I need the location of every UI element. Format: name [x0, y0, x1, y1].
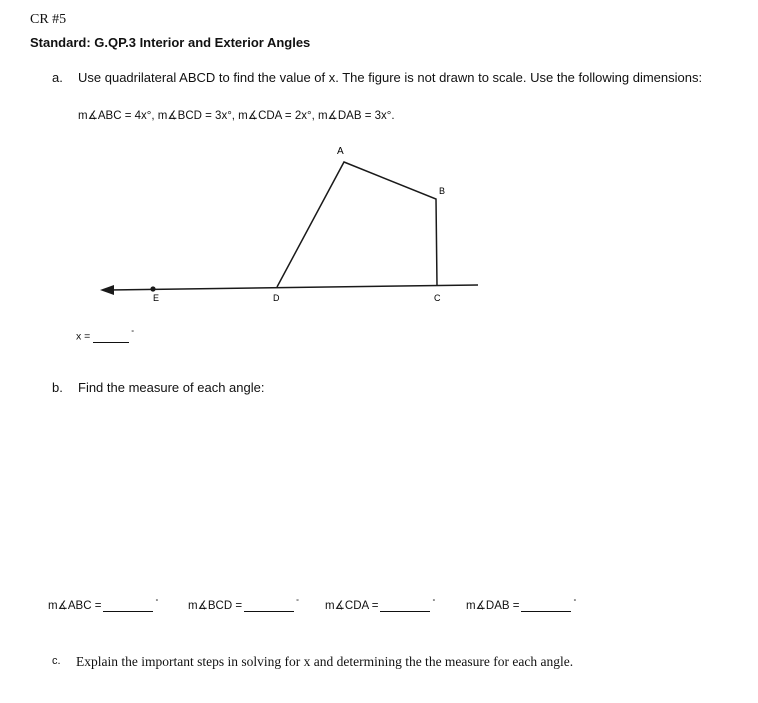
- answer-abc-label: m∡ABC =: [48, 600, 102, 612]
- quadrilateral-sides: [277, 162, 437, 287]
- base-line: [108, 285, 478, 290]
- label-d: D: [273, 293, 280, 303]
- x-degree: °: [131, 330, 135, 337]
- part-a-letter: a.: [52, 70, 63, 85]
- answer-bcd-blank[interactable]: [244, 600, 294, 612]
- angle-dimensions: m∡ABC = 4x°, m∡BCD = 3x°, m∡CDA = 2x°, m∡DAB = 3x°.: [78, 110, 395, 122]
- x-answer-line: [76, 330, 134, 343]
- document-code: CR #5: [30, 12, 67, 27]
- label-c: C: [434, 293, 441, 303]
- answer-dab: [466, 598, 576, 612]
- x-answer-blank[interactable]: [93, 332, 129, 343]
- point-e-dot: [150, 286, 155, 291]
- answer-cda-degree: °: [432, 599, 436, 607]
- label-b: B: [439, 186, 446, 196]
- arrow-head-left: [100, 285, 114, 295]
- part-b-letter: b.: [52, 380, 63, 395]
- part-c-letter: c.: [52, 655, 61, 667]
- answer-bcd-degree: °: [296, 599, 299, 607]
- part-a-prompt: Use quadrilateral ABCD to find the value of x. The figure is not drawn to scale. Use the following dimensions:: [78, 70, 703, 85]
- answer-bcd-label: m∡BCD =: [188, 600, 243, 612]
- answer-cda: [325, 598, 435, 612]
- part-c-prompt: Explain the important steps in solving for x and determining the the measure for each angle.: [76, 654, 574, 669]
- answer-cda-blank[interactable]: [380, 600, 430, 612]
- answer-bcd: [188, 598, 299, 612]
- answer-abc-degree: °: [155, 599, 159, 607]
- answer-cda-label: m∡CDA =: [325, 600, 379, 612]
- x-answer-label: x =: [76, 330, 91, 343]
- answer-dab-degree: °: [573, 599, 577, 607]
- label-a: A: [337, 146, 344, 157]
- answer-abc-blank[interactable]: [103, 600, 153, 612]
- standard-heading: Standard: G.QP.3 Interior and Exterior Angles: [30, 35, 311, 50]
- answer-abc: [48, 598, 158, 612]
- part-b-prompt: Find the measure of each angle:: [78, 380, 265, 395]
- answer-dab-blank[interactable]: [521, 600, 571, 612]
- answer-dab-label: m∡DAB =: [466, 600, 520, 612]
- label-e: E: [153, 293, 160, 303]
